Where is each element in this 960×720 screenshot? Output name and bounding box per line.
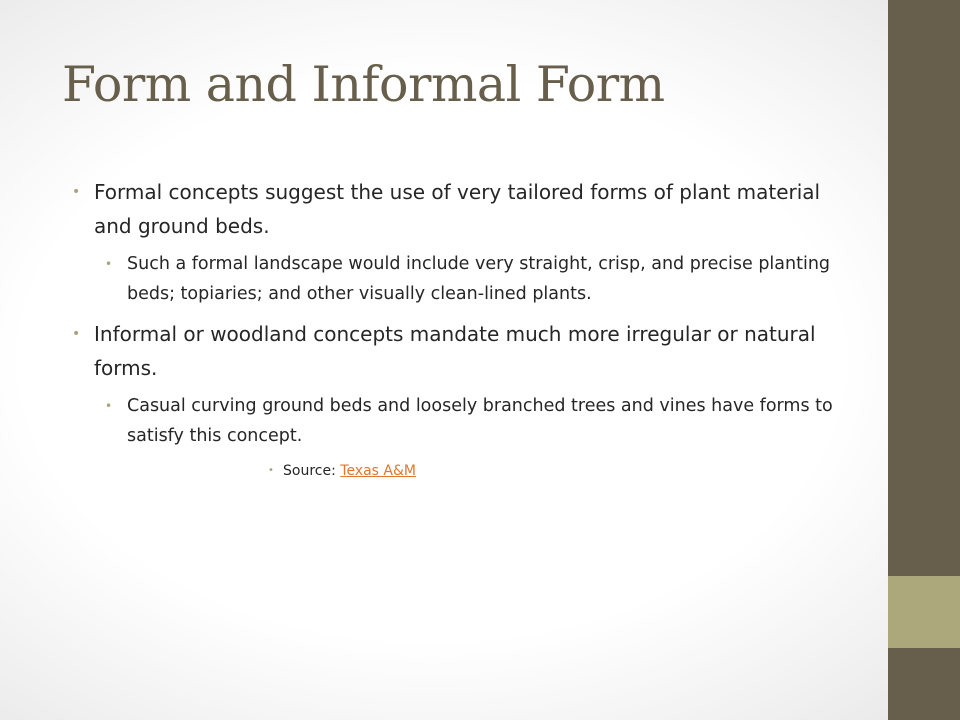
sidebar-bottom-band (888, 648, 960, 720)
bullet-text: Informal or woodland concepts mandate much more irregular or natural forms. (94, 322, 816, 380)
bullet-dot-icon: • (105, 257, 113, 271)
decorative-sidebar (888, 0, 960, 720)
sidebar-top-band (888, 0, 960, 576)
bullet-dot-icon: • (72, 184, 81, 200)
slide-title: Form and Informal Form (62, 56, 665, 113)
bullet-formal-concepts (72, 175, 842, 243)
bullet-text: Such a formal landscape would include very straight, crisp, and precise planting beds; topiaries; and other visually clean-lined plants. (127, 254, 831, 304)
sidebar-accent-band (888, 576, 960, 648)
bullet-text: Casual curving ground beds and loosely branched trees and vines have forms to satisfy this concept. (127, 396, 833, 446)
source-label: Source: (283, 463, 341, 479)
source-link[interactable]: Texas A&M (340, 463, 416, 479)
bullet-text: Formal concepts suggest the use of very tailored forms of plant material and ground beds. (94, 180, 821, 238)
bullet-dot-icon: • (72, 326, 81, 342)
bullet-informal-concepts (72, 317, 842, 385)
sub-bullet-formal-landscape (72, 249, 842, 309)
sub-bullet-casual-curving (72, 391, 842, 451)
source-bullet (72, 459, 842, 483)
bullet-dot-icon: • (105, 399, 113, 413)
bullet-dot-icon: • (268, 465, 274, 476)
slide-body (72, 175, 842, 483)
